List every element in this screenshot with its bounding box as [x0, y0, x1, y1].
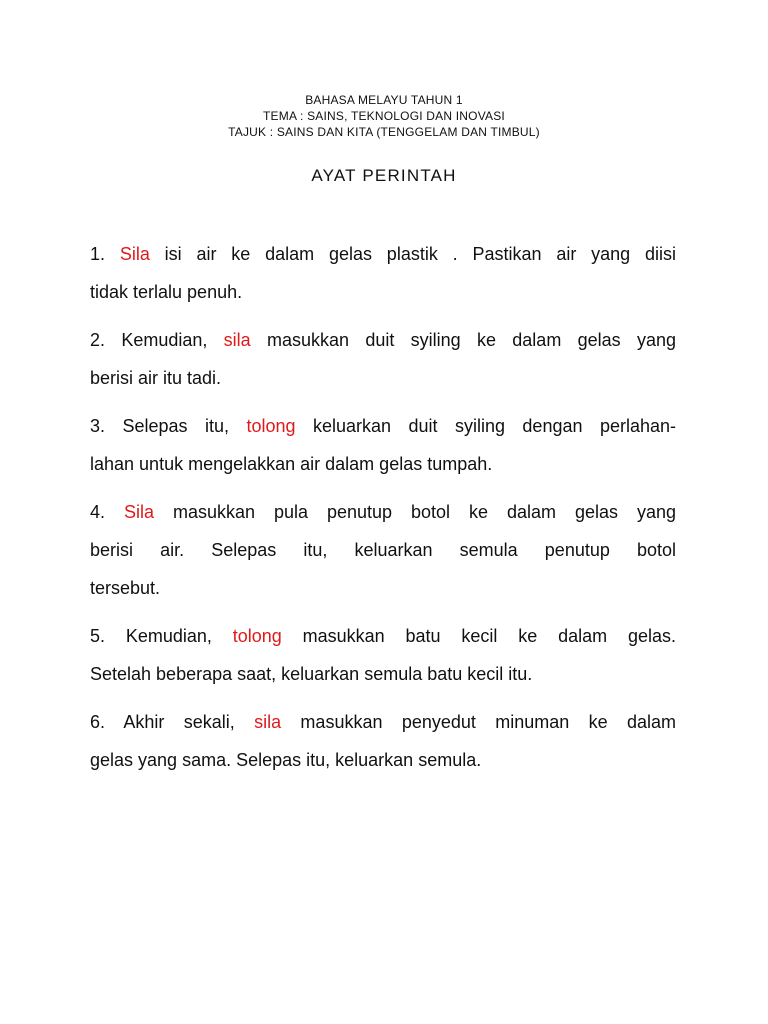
item-line [90, 407, 676, 445]
item-text: masukkan duit syiling ke dalam gelas yang [250, 330, 676, 350]
item-text: isi air ke dalam gelas plastik . Pastikan air yang diisi [149, 244, 676, 264]
highlight-word: Sila [119, 244, 150, 264]
subject-line: BAHASA MELAYU TAHUN 1 [305, 93, 463, 107]
item-line: berisi air itu tadi. [90, 368, 222, 388]
instruction-item [90, 703, 676, 779]
item-text: masukkan penyedut minuman ke dalam [281, 712, 676, 732]
instruction-item [90, 235, 676, 311]
item-line [90, 703, 676, 741]
item-text: 5. Kemudian, [90, 626, 233, 646]
document-header [0, 92, 768, 140]
item-text: masukkan batu kecil ke dalam gelas. [281, 626, 676, 646]
item-line [90, 235, 676, 273]
highlight-word: tolong [232, 626, 282, 646]
item-line: berisi air. Selepas itu, keluarkan semula penutup botol [90, 540, 676, 560]
item-line: gelas yang sama. Selepas itu, keluarkan semula. [90, 750, 482, 770]
highlight-word: Sila [123, 502, 154, 522]
theme-line: TEMA : SAINS, TEKNOLOGI DAN INOVASI [263, 109, 505, 123]
item-line: tersebut. [90, 578, 161, 598]
item-line: Setelah beberapa saat, keluarkan semula batu kecil itu. [90, 664, 533, 684]
page-title: AYAT PERINTAH [311, 166, 457, 185]
item-text: masukkan pula penutup botol ke dalam gelas yang [154, 502, 676, 522]
item-text: 1. [90, 244, 120, 264]
instruction-list [90, 235, 676, 789]
instruction-item [90, 493, 676, 607]
item-text: 2. Kemudian, [90, 330, 224, 350]
item-line: lahan untuk mengelakkan air dalam gelas tumpah. [90, 454, 493, 474]
highlight-word: sila [254, 712, 282, 732]
item-text: keluarkan duit syiling dengan perlahan- [295, 416, 676, 436]
item-text: 4. [90, 502, 124, 522]
item-line: tidak terlalu penuh. [90, 282, 243, 302]
instruction-item [90, 321, 676, 397]
highlight-word: tolong [246, 416, 296, 436]
item-line [90, 493, 676, 531]
item-text: 3. Selepas itu, [90, 416, 247, 436]
instruction-item [90, 617, 676, 693]
item-line [90, 617, 676, 655]
highlight-word: sila [223, 330, 251, 350]
item-line [90, 321, 676, 359]
item-text: 6. Akhir sekali, [90, 712, 255, 732]
instruction-item [90, 407, 676, 483]
topic-line: TAJUK : SAINS DAN KITA (TENGGELAM DAN TIMBUL) [228, 125, 540, 139]
